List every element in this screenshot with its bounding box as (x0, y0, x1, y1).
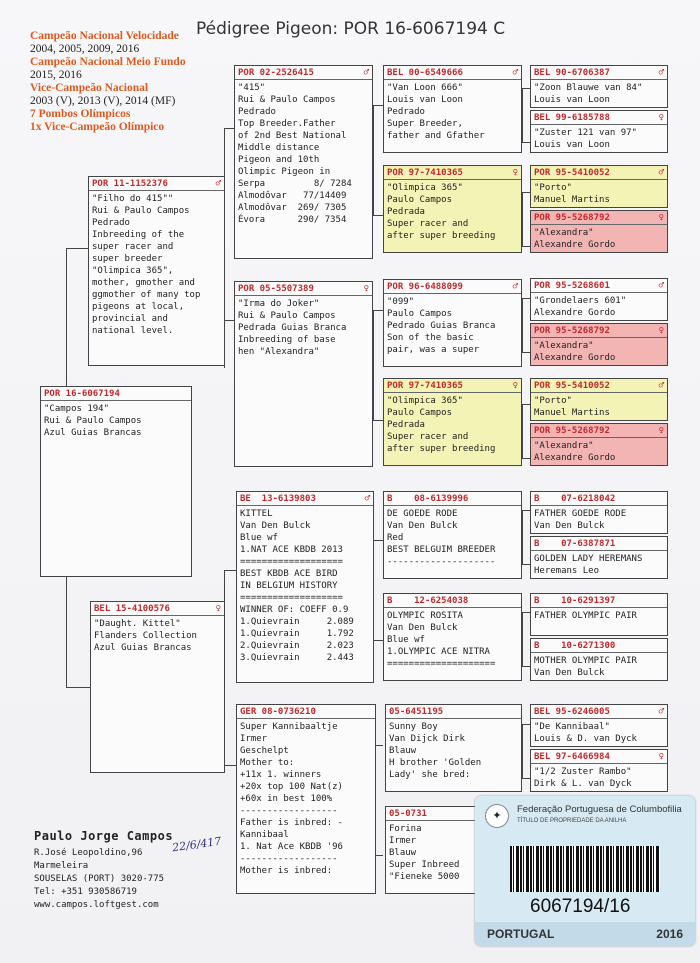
ring-header (531, 380, 667, 393)
connector (522, 352, 530, 353)
sex-icon: ♀ (658, 113, 664, 123)
ring-number: BEL 00-6549666 (387, 68, 463, 78)
pigeon-info-line: Forina (389, 824, 422, 834)
pigeon-info-line: Pedrado Guias Branca (387, 321, 496, 331)
handwritten-signature: 22/6/417 (171, 834, 223, 855)
pigeon-info-line: Blauw (389, 746, 417, 756)
sex-icon: ♂ (215, 179, 221, 189)
sex-icon: ♂ (512, 68, 518, 78)
pigeon-info-line: Middle distance (238, 143, 320, 153)
pigeon-info-line: WINNER OF: COEFF 0.9 (240, 605, 349, 615)
connector (373, 105, 383, 106)
ring-number: BEL 97-6466984 (534, 752, 610, 762)
pigeon-info-line: Super racer and (387, 219, 469, 229)
pigeon-info-line: Van Dijck Dirk (389, 734, 465, 744)
pigeon-info-line: Inbreeding of base (238, 335, 336, 345)
pigeon-card-g5-5[interactable] (530, 278, 668, 321)
ring-header (91, 603, 224, 616)
pigeon-info-line: MOTHER OLYMPIC PAIR (534, 656, 637, 666)
championship-line: Campeão Nacional Meio Fundo (30, 56, 186, 68)
pigeon-info-line: Geschelpt (240, 746, 289, 756)
pigeon-info-line: -------------------- (387, 557, 496, 567)
pigeon-info-line: super racer and (92, 242, 174, 252)
pigeon-info-line: 1.Quievrain 2.089 (240, 617, 354, 627)
championship-list (30, 30, 186, 134)
pigeon-card-sire-sire[interactable] (234, 65, 373, 259)
pigeon-info-line: Pedrado (92, 218, 130, 228)
ring-number: B 10-6291397 (534, 596, 616, 606)
connector (522, 510, 523, 564)
pigeon-info-line: 1.OLYMPIC ACE NITRA (387, 647, 490, 657)
connector (522, 192, 523, 246)
owner-website[interactable]: www.campos.loftgest.com (34, 900, 159, 910)
pigeon-card-g5-9[interactable] (530, 491, 668, 534)
connector (373, 105, 374, 215)
pigeon-info-line: "Olimpica 365" (387, 396, 463, 406)
pigeon-card-g5-8[interactable] (530, 423, 668, 466)
ring-header (384, 595, 521, 608)
pigeon-card-g5-12[interactable] (530, 638, 668, 681)
pigeon-info-line: Alexandre Gordo (534, 353, 616, 363)
pigeon-info-line: Almodôvar 77/14409 (238, 191, 347, 201)
connector (373, 215, 383, 216)
pigeon-info-line: "De Kannibaal" (534, 722, 610, 732)
ring-number: BEL 95-6246005 (534, 707, 610, 717)
pigeon-info-line: BEST BELGUIM BREEDER (387, 545, 496, 555)
pigeon-info-line: 1. Nat Ace KBDB '96 (240, 842, 343, 852)
pigeon-card-subject[interactable] (40, 386, 192, 577)
connector (373, 540, 383, 541)
pigeon-info-line: Blue wf (387, 635, 425, 645)
connector (522, 724, 530, 725)
owner-block (34, 830, 173, 912)
pigeon-info-line: IN BELGIUM HISTORY (240, 581, 338, 591)
connector (66, 248, 67, 388)
pigeon-info-line: Olimpic Pigeon in (238, 167, 331, 177)
connector (522, 404, 523, 458)
ring-number: POR 05-5507389 (238, 284, 314, 294)
sex-icon: ♀ (512, 168, 518, 178)
card-year: 2016 (656, 927, 683, 941)
connector (373, 310, 383, 311)
ring-header (531, 67, 667, 80)
pigeon-card-g5-13[interactable] (530, 704, 668, 747)
ring-header (235, 283, 372, 296)
ring-header (531, 640, 667, 653)
pigeon-info-line: Sunny Boy (389, 722, 438, 732)
pigeon-info-line: Louis van Loon (534, 140, 610, 150)
pigeon-info-line: Louis van Loon (387, 95, 463, 105)
pigeon-card-g5-3[interactable] (530, 165, 668, 208)
owner-address: R.José Leopoldino,96 (34, 848, 143, 858)
pigeon-info-line: Heremans Leo (534, 566, 600, 576)
pigeon-card-sds[interactable] (383, 279, 522, 367)
pigeon-info-line: "Porto" (534, 183, 572, 193)
owner-phone: Tel: +351 930586719 (34, 887, 137, 897)
pigeon-info-line: Paulo Campos (387, 408, 453, 418)
connector (522, 88, 523, 142)
pigeon-info-line: "Irma do Joker" (238, 299, 320, 309)
pigeon-info-line: Alexandre Gordo (534, 308, 616, 318)
pigeon-info-line: "Filho do 415"" (92, 194, 174, 204)
pigeon-info-line: Azul Guias Brancas (44, 428, 142, 438)
pigeon-info-line: Rui & Paulo Campos (238, 95, 336, 105)
ring-number: POR 95-5268792 (534, 213, 610, 223)
pigeon-info-line: Manuel Martins (534, 408, 610, 418)
pigeon-info-line: Pigeon and 10th (238, 155, 320, 165)
pigeon-info-line: Rui & Paulo Campos (238, 311, 336, 321)
championship-line: Vice-Campeão Nacional (30, 82, 149, 94)
connector (522, 564, 530, 565)
connector (522, 612, 530, 613)
connector (522, 246, 530, 247)
sex-icon: ♂ (364, 494, 370, 504)
pigeon-info-line: Super Kannibaaltje (240, 722, 338, 732)
ring-code: 6067194/16 (530, 896, 631, 917)
pigeon-info-line: Flanders Collection (94, 631, 197, 641)
ring-number: 05-6451195 (389, 707, 444, 717)
ring-header (89, 178, 224, 191)
pigeon-card-dam-sire[interactable] (236, 491, 374, 683)
pigeon-info-line: Azul Guias Brancas (94, 643, 192, 653)
sex-icon: ♂ (363, 68, 369, 78)
pigeon-info-line: "Olimpica 365" (387, 183, 463, 193)
pigeon-card-dam-dam[interactable] (236, 704, 376, 894)
ring-header (386, 706, 521, 719)
card-subtitle: TÍTULO DE PROPRIEDADE DA ANILHA (517, 818, 627, 824)
sex-icon: ♀ (512, 381, 518, 391)
sex-icon: ♀ (363, 284, 369, 294)
ring-header (531, 280, 667, 293)
pigeon-info-line: Father is inbred: - (240, 818, 343, 828)
connector (224, 320, 234, 321)
pigeon-info-line: "Zoon Blauwe van 84" (534, 83, 643, 93)
pigeon-info-line: =================== (240, 557, 343, 567)
sex-icon: ♀ (215, 604, 221, 614)
connector (522, 724, 523, 778)
pigeon-card-sire[interactable] (88, 176, 225, 366)
pigeon-info-line: Blue wf (240, 533, 278, 543)
pigeon-info-line: =================== (240, 593, 343, 603)
pigeon-info-line: Alexandre Gordo (534, 240, 616, 250)
connector (224, 570, 236, 571)
pigeon-info-line: national level. (92, 326, 174, 336)
pigeon-info-line: super breeder (92, 254, 163, 264)
ring-header (531, 538, 667, 551)
ring-header (531, 112, 667, 125)
card-footer (475, 922, 695, 946)
pigeon-info-line: Inbreeding of the (92, 230, 185, 240)
pigeon-info-line: mother, gmother and (92, 278, 195, 288)
pigeon-info-line: ggmother of many top (92, 290, 201, 300)
connector (66, 687, 90, 688)
pigeon-info-line: father and Gfather (387, 131, 485, 141)
connector (522, 404, 530, 405)
connector (373, 640, 383, 641)
pigeon-info-line: Alexandre Gordo (534, 453, 616, 463)
sex-icon: ♀ (658, 326, 664, 336)
ring-header (41, 388, 191, 401)
pigeon-info-line: Mother is inbred: (240, 866, 333, 876)
championship-line: 2003 (V), 2013 (V), 2014 (MF) (30, 95, 176, 107)
ring-header (531, 167, 667, 180)
pigeon-info-line: Almodôvar 269/ 7305 (238, 203, 347, 213)
connector (522, 298, 523, 352)
pigeon-card-g5-4[interactable] (530, 210, 668, 253)
card-country: PORTUGAL (487, 927, 555, 941)
championship-line: 7 Pombos Olímpicos (30, 108, 131, 120)
pigeon-info-line: FATHER OLYMPIC PAIR (534, 611, 637, 621)
pigeon-info-line: pair, was a super (387, 345, 480, 355)
pigeon-info-line: Louis van Loon (534, 95, 610, 105)
pigeon-info-line: "Alexandra" (534, 341, 594, 351)
pigeon-info-line: ------------------ (240, 806, 338, 816)
pigeon-card-g5-10[interactable] (530, 536, 668, 579)
pigeon-info-line: Paulo Campos (387, 309, 453, 319)
pigeon-info-line: Van Den Bulck (387, 521, 458, 531)
pigeon-info-line: Kannibaal (240, 830, 289, 840)
pigeon-card-g5-7[interactable] (530, 378, 668, 421)
ring-number: POR 16-6067194 (44, 389, 120, 399)
pigeon-info-line: Paulo Campos (387, 195, 453, 205)
ring-number: 05-0731 (389, 809, 427, 819)
championship-line: 1x Vice-Campeão Olímpico (30, 121, 165, 133)
pigeon-info-line: Super Breeder, (387, 119, 463, 129)
sex-icon: ♂ (658, 168, 664, 178)
sex-icon: ♂ (512, 282, 518, 292)
pigeon-card-sire-dam[interactable] (234, 281, 373, 467)
page-title: Pédigree Pigeon: POR 16-6067194 C (196, 19, 506, 39)
pigeon-info-line: "Porto" (534, 396, 572, 406)
pigeon-card-ssd[interactable] (383, 165, 522, 253)
sex-icon: ♀ (658, 426, 664, 436)
owner-locality: Marmeleira (34, 861, 89, 871)
barcode (510, 846, 660, 892)
sex-icon: ♀ (658, 213, 664, 223)
connector (522, 142, 530, 143)
pigeon-info-line: Pedrada Guias Branca (238, 323, 347, 333)
pigeon-card-g5-14[interactable] (530, 749, 668, 792)
ring-number: GER 08-0736210 (240, 707, 316, 717)
pigeon-card-dsd[interactable] (383, 593, 522, 681)
pigeon-info-line: provincial and (92, 314, 168, 324)
connector (522, 458, 530, 459)
pigeon-card-dss[interactable] (383, 491, 522, 579)
pigeon-card-g5-11[interactable] (530, 593, 668, 636)
ring-header (531, 595, 667, 608)
ring-number: B 12-6254038 (387, 596, 469, 606)
ring-number: B 08-6139996 (387, 494, 469, 504)
pigeon-info-line: 1.NAT ACE KBDB 2013 (240, 545, 343, 555)
pigeon-info-line: DE GOEDE RODE (387, 509, 458, 519)
pigeon-info-line: "Olimpica 365", (92, 266, 174, 276)
connector (522, 510, 530, 511)
pigeon-info-line: of 2nd Best National (238, 131, 347, 141)
ring-header (531, 706, 667, 719)
pigeon-info-line: BEST KBDB ACE BIRD (240, 569, 338, 579)
pigeon-card-dam[interactable] (90, 601, 225, 773)
pigeon-info-line: Manuel Martins (534, 195, 610, 205)
pigeon-info-line: Van Den Bulck (387, 623, 458, 633)
ring-number: POR 97-7410365 (387, 168, 463, 178)
connector (522, 666, 530, 667)
pigeon-card-g5-6[interactable] (530, 323, 668, 366)
pigeon-card-g5-1[interactable] (530, 65, 668, 108)
pigeon-info-line: Son of the basic (387, 333, 474, 343)
pigeon-info-line: Irmer (240, 734, 268, 744)
connector (522, 192, 530, 193)
ring-number: B 07-6218042 (534, 494, 616, 504)
sex-icon: ♀ (658, 752, 664, 762)
pigeon-info-line: OLYMPIC ROSITA (387, 611, 463, 621)
connector (66, 248, 88, 249)
pigeon-info-line: Red (387, 533, 404, 543)
sex-icon: ♂ (658, 281, 664, 291)
ring-number: B 07-6387871 (534, 539, 616, 549)
ring-number: POR 95-5410052 (534, 168, 610, 178)
owner-name: Paulo Jorge Campos (34, 829, 174, 843)
sex-icon: ♂ (658, 68, 664, 78)
ring-number: BEL 90-6706387 (534, 68, 610, 78)
pigeon-info-line: "415" (238, 83, 266, 93)
connector (224, 128, 234, 129)
pigeon-info-line: "Fieneke 5000 (389, 872, 460, 882)
pigeon-info-line: 3.Quievrain 2.443 (240, 653, 354, 663)
ring-header (531, 425, 667, 438)
pigeon-info-line: Van Den Bulck (534, 668, 605, 678)
pigeon-info-line: Rui & Paulo Campos (44, 416, 142, 426)
ring-header (384, 380, 521, 393)
ring-number: POR 97-7410365 (387, 381, 463, 391)
pigeon-info-line: "Alexandra" (534, 441, 594, 451)
pigeon-info-line: KITTEL (240, 509, 273, 519)
pigeon-info-line: H brother 'Golden (389, 758, 482, 768)
ring-header (384, 281, 521, 294)
ring-header (237, 706, 375, 719)
connector (522, 298, 530, 299)
sex-icon: ♂ (658, 707, 664, 717)
pigeon-info-line: ------------------ (240, 854, 338, 864)
ring-header (531, 493, 667, 506)
pigeon-info-line: Irmer (389, 836, 417, 846)
ring-header (531, 751, 667, 764)
ring-number: POR 11-1152376 (92, 179, 168, 189)
pigeon-info-line: Pedrada (387, 207, 425, 217)
pigeon-info-line: "Alexandra" (534, 228, 594, 238)
pigeon-info-line: pigeons at local, (92, 302, 185, 312)
pigeon-info-line: Louis & D. van Dyck (534, 734, 637, 744)
pigeon-card-sss[interactable] (383, 65, 522, 153)
pigeon-info-line: Serpa 8/ 7284 (238, 179, 352, 189)
pigeon-info-line: "Daught. Kittel" (94, 619, 181, 629)
ring-number: POR 95-5268792 (534, 426, 610, 436)
pigeon-info-line: "Campos 194" (44, 404, 110, 414)
pigeon-info-line: Blauw (389, 848, 417, 858)
pigeon-info-line: "Grondelaers 601" (534, 296, 627, 306)
pigeon-info-line: +20x top 100 Nat(z) (240, 782, 343, 792)
pigeon-info-line: after super breeding (387, 444, 496, 454)
pigeon-info-line: GOLDEN LADY HEREMANS (534, 554, 643, 564)
connector (522, 778, 530, 779)
ring-header (384, 67, 521, 80)
pigeon-info-line: hen "Alexandra" (238, 347, 320, 357)
pigeon-info-line: Pedrada (387, 420, 425, 430)
pigeon-info-line: "Van Loon 666" (387, 83, 463, 93)
owner-city: SOUSELAS (PORT) 3020-775 (34, 874, 165, 884)
pigeon-info-line: Évora 290/ 7354 (238, 215, 347, 225)
pigeon-info-line: after super breeding (387, 231, 496, 241)
pigeon-info-line: +11x 1. winners (240, 770, 322, 780)
ring-number: B 10-6271300 (534, 641, 616, 651)
ring-header (235, 67, 372, 80)
connector (66, 577, 67, 687)
pigeon-info-line: Super Inbreed (389, 860, 460, 870)
pigeon-info-line: Dirk & L. van Dyck (534, 779, 632, 789)
pigeon-info-line: FATHER GOEDE RODE (534, 509, 627, 519)
pigeon-info-line: Lady' she bred: (389, 770, 471, 780)
pigeon-info-line: Pedrado (238, 107, 276, 117)
ring-header (531, 212, 667, 225)
ring-number: POR 95-5268601 (534, 281, 610, 291)
connector (224, 765, 236, 766)
pigeon-info-line: Mother to: (240, 758, 295, 768)
ring-ownership-card (475, 796, 695, 946)
pigeon-card-sdd[interactable] (383, 378, 522, 466)
pigeon-info-line: Van Den Bulck (240, 521, 311, 531)
connector (522, 88, 530, 89)
connector (373, 310, 374, 420)
connector (373, 420, 383, 421)
sex-icon: ♂ (658, 381, 664, 391)
federation-logo-icon: ✦ (485, 804, 509, 828)
championship-line: 2004, 2005, 2009, 2016 (30, 43, 140, 55)
pigeon-info-line: Pedrado (387, 107, 425, 117)
ring-number: BE 13-6139803 (240, 494, 316, 504)
pigeon-info-line: +60x in best 100% (240, 794, 333, 804)
pigeon-info-line: "Zuster 121 van 97" (534, 128, 637, 138)
ring-number: BEL 15-4100576 (94, 604, 170, 614)
ring-number: POR 02-2526415 (238, 68, 314, 78)
ring-header (237, 493, 373, 506)
pigeon-info-line: Van Den Bulck (534, 521, 605, 531)
ring-number: BEL 99-6185788 (534, 113, 610, 123)
ring-number: POR 95-5268792 (534, 326, 610, 336)
card-organization: Federação Portuguesa de Columbofilia (517, 804, 682, 815)
pigeon-card-g5-2[interactable] (530, 110, 668, 153)
ring-header (384, 493, 521, 506)
connector (522, 612, 523, 666)
championship-line: 2015, 2016 (30, 69, 82, 81)
pigeon-info-line: 2.Quievrain 2.023 (240, 641, 354, 651)
ring-header (531, 325, 667, 338)
pigeon-info-line: Super racer and (387, 432, 469, 442)
ring-number: POR 95-5410052 (534, 381, 610, 391)
pigeon-info-line: 1.Quievrain 1.792 (240, 629, 354, 639)
pigeon-info-line: Top Breeder.Father (238, 119, 336, 129)
championship-line: Campeão Nacional Velocidade (30, 30, 179, 42)
ring-header (384, 167, 521, 180)
pigeon-card-dds[interactable] (385, 704, 522, 792)
pigeon-info-line: "099" (387, 297, 415, 307)
ring-number: POR 96-6488099 (387, 282, 463, 292)
pigeon-info-line: "1/2 Zuster Rambo" (534, 767, 632, 777)
pigeon-info-line: ==================== (387, 659, 496, 669)
pigeon-info-line: Rui & Paulo Campos (92, 206, 190, 216)
